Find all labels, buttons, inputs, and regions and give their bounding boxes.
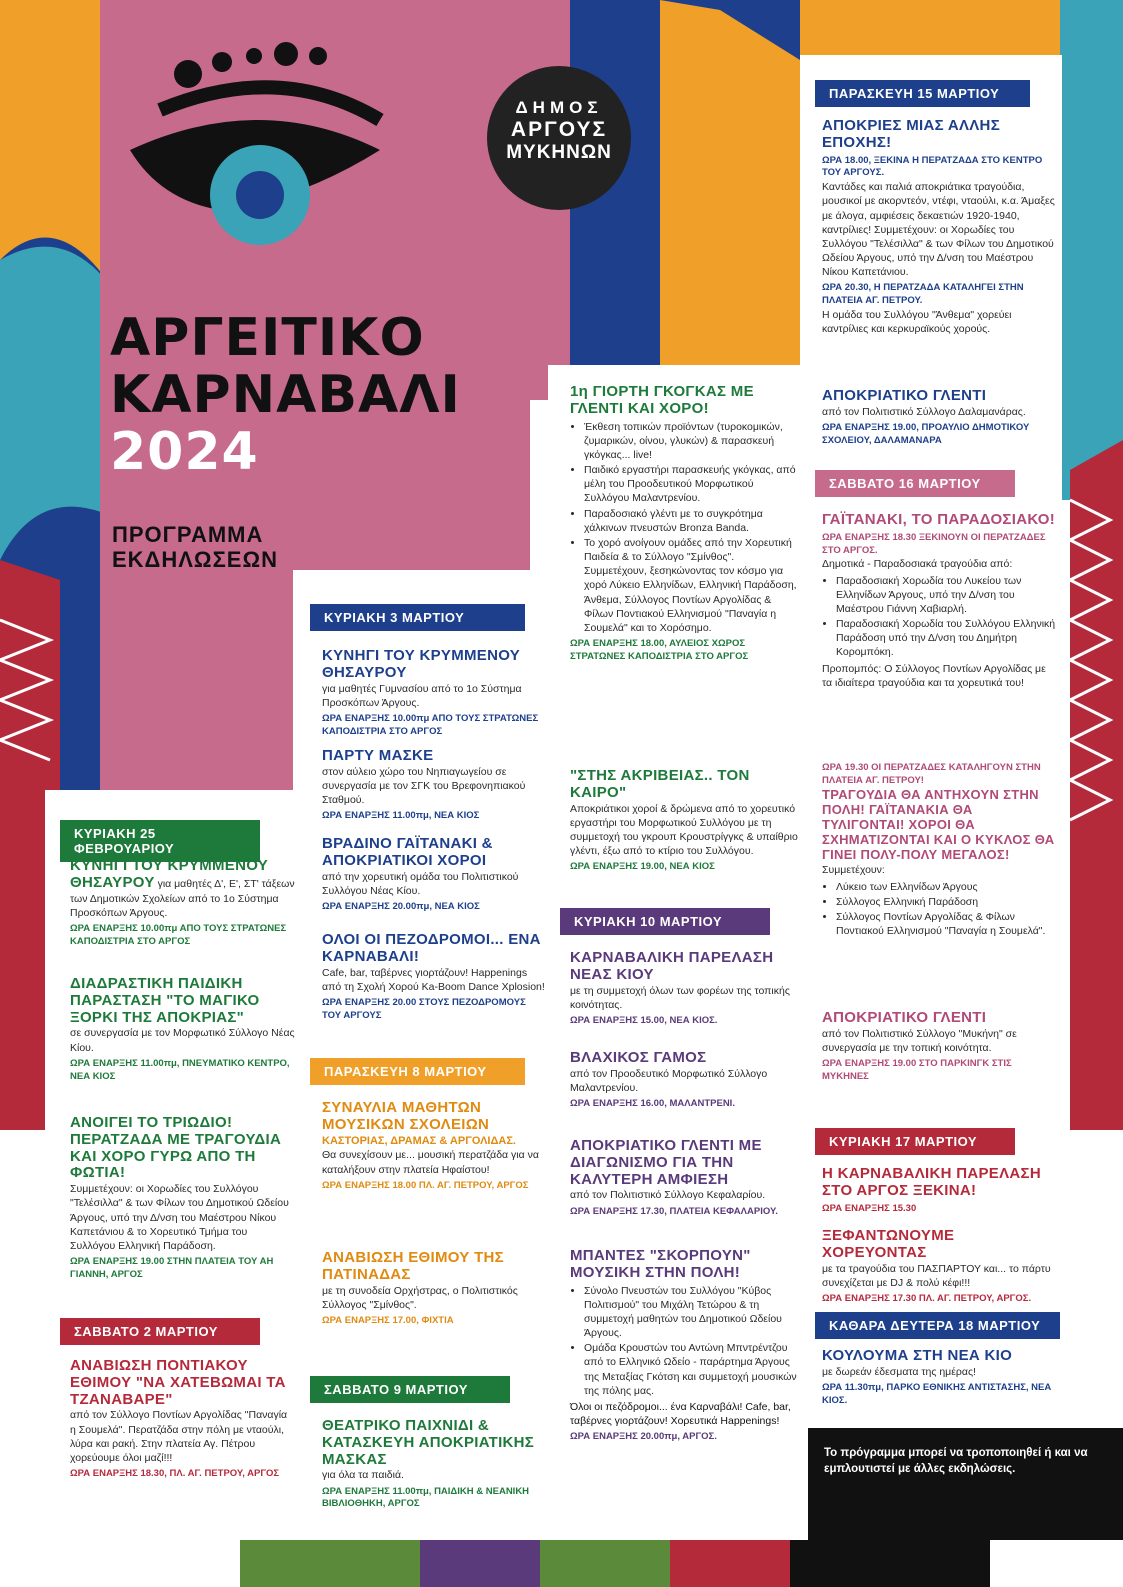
event-title: ΚΥΝΗΓΙ ΤΟΥ ΚΡΥΜΜΕΝΟΥ ΘΗΣΑΥΡΟΥ [70,857,269,891]
event-col4-5 [822,1010,1057,1084]
event-desc: για μαθητές Γυμνασίου από το 1ο Σύστημα Προσκόπων Άργους. [322,682,522,709]
event-bullet: • Το χορό ανοίγουν ομάδες από την Χορευτική Παιδεία & το Σύλλογο "Σμίνθος". Συμμετέχουν, ξεσηκώνοντας τον κόσμο για χορό Λύκειο Ελληνίδων, Ελληνική Παράδοση, Άνθεμα, Σύλλογος Ποντίων Αργολίδας & Φίλων Ποντιακού Ελληνισμού "Παναγία η Σουμελά" και το Χορόσημο. [584,536,798,635]
day-banner-09mar: ΣΑΒΒΑΤΟ 9 ΜΑΡΤΙΟΥ [310,1376,510,1403]
event-desc: από την χορευτική ομάδα του Πολιτιστικού Συλλόγου Νέας Κίου. [322,870,519,897]
day-banner-16mar: ΣΑΒΒΑΤΟ 16 ΜΑΡΤΙΟΥ [815,470,1015,497]
event-time: ΩΡΑ ΕΝΑΡΞΗΣ 17.30, ΠΛΑΤΕΙΑ ΚΕΦΑΛΑΡΙΟΥ. [570,1205,778,1217]
subtitle-line1: ΠΡΟΓΡΑΜΜΑ [112,522,264,547]
event-title: 1η ΓΙΟΡΤΗ ΓΚΟΓΚΑΣ ΜΕ ΓΛΕΝΤΙ ΚΑΙ ΧΟΡΟ! [570,383,754,417]
event-bullet: • Λύκειο των Ελληνίδων Άργους [836,880,1057,894]
event-time: ΩΡΑ ΕΝΑΡΞΗΣ 19.00, ΝΕΑ ΚΙΟΣ [570,861,715,873]
event-title: ΑΠΟΚΡΙΑΤΙΚΟ ΓΛΕΝΤΙ ΜΕ ΔΙΑΓΩΝΙΣΜΟ ΓΙΑ ΤΗΝ ΚΑΛΥΤΕΡΗ ΑΜΦΙΕΣΗ [570,1137,762,1188]
event-col4-8 [822,1348,1057,1408]
event-time: ΩΡΑ ΕΝΑΡΞΗΣ 15.00, ΝΕΑ ΚΙΟΣ. [570,1014,718,1026]
event-title: ΠΑΡΤΥ ΜΑΣΚΕ [322,747,434,764]
title-year: 2024 [110,422,259,483]
event-title: ΚΥΝΗΓΙ ΤΟΥ ΚΡΥΜΜΕΝΟΥ ΘΗΣΑΥΡΟΥ [322,647,521,681]
event-time: ΩΡΑ ΕΝΑΡΞΗΣ 19.00 ΣΤΟ ΠΑΡΚΙΝΓΚ ΣΤΙΣ ΜΥΚΗΝΕΣ [822,1058,1012,1082]
program-note: Το πρόγραμμα μπορεί να τροποποιηθεί ή και να εμπλουτιστεί με άλλες εκδηλώσεις. [808,1428,1123,1540]
dimos-logo [487,66,631,210]
event-col3-1 [570,384,798,664]
event-title: "ΣΤΗΣ ΑΚΡΙΒΕΙΑΣ.. ΤΟΝ ΚΑΙΡΟ" [570,767,750,801]
day-banner-18mar: ΚΑΘΑΡΑ ΔΕΥΤΕΡΑ 18 ΜΑΡΤΙΟΥ [815,1312,1060,1339]
event-col3-6 [570,1248,798,1444]
event-desc: Αποκριάτικοι χοροί & δρώμενα από το χορευτικό εργαστήρι του Μορφωτικού Συλλόγου με τη συμμετοχή του γκρουπ Κρουστρίγγκς & υπαίθριο γλέντι, έξω από το κτίριο του Συλλόγου. [570,802,798,858]
day-banner-08mar: ΠΑΡΑΣΚΕΥΗ 8 ΜΑΡΤΙΟΥ [310,1058,525,1085]
event-col2-4 [322,932,547,1023]
event-title: ΑΠΟΚΡΙΕΣ ΜΙΑΣ ΑΛΛΗΣ ΕΠΟΧΗΣ! [822,117,1000,151]
day-banner-15mar: ΠΑΡΑΣΚΕΥΗ 15 ΜΑΡΤΙΟΥ [815,80,1030,107]
event-time: ΩΡΑ 19.30 ΟΙ ΠΕΡΑΤΖΑΔΕΣ ΚΑΤΑΛΗΓΟΥΝ ΣΤΗΝ ΠΛΑΤΕΙΑ ΑΓ. ΠΕΤΡΟΥ! [822,762,1041,786]
event-time: ΩΡΑ ΕΝΑΡΞΗΣ 19.00 ΣΤΗΝ ΠΛΑΤΕΙΑ ΤΟΥ ΑΗ ΓΙΑΝΝΗ, ΑΡΓΟΣ [70,1256,274,1280]
event-title: ΓΑΪΤΑΝΑΚΙ, ΤΟ ΠΑΡΑΔΟΣΙΑΚΟ! [822,511,1056,528]
event-desc: Καντάδες και παλιά αποκριάτικα τραγούδια, μουσικοί με ακορντεόν, ντέφι, νταούλι, κ.α. Άμαξες με άλογα, αμφιέσεις δεκαετιών 1920-1940, καντρίλιες! Συμμετέχουν: οι Χορωδίες του Συλλόγου "Τελέσιλλα" & των Φίλων του Δημοτικού Ωδείου Άργους, υπό την Δ/νση του Μαέστρου Νίκου Καπετάνιου. [822,181,1055,279]
event-col4-7 [822,1228,1057,1306]
day-banner-10mar: ΚΥΡΙΑΚΗ 10 ΜΑΡΤΙΟΥ [560,908,770,935]
event-title: ΞΕΦΑΝΤΩΝΟΥΜΕ ΧΟΡΕΥΟΝΤΑΣ [822,1227,955,1261]
event-desc: από τον Πολιτιστικό Σύλλογο Δαλαμανάρας. [822,405,1026,418]
event-desc: με τη συμμετοχή όλων των φορέων της τοπικής κοινότητας. [570,984,790,1011]
day-banner-02mar: ΣΑΒΒΑΤΟ 2 ΜΑΡΤΙΟΥ [60,1318,260,1345]
event-col4-6 [822,1166,1057,1215]
day-banner-17mar: ΚΥΡΙΑΚΗ 17 ΜΑΡΤΙΟΥ [815,1128,1015,1155]
event-time: ΩΡΑ ΕΝΑΡΞΗΣ 20.00πμ, ΑΡΓΟΣ. [570,1431,717,1443]
event-desc: Η ομάδα του Συλλόγου "Άνθεμα" χορεύει καντρίλιες και κερκυραϊκούς χορούς. [822,309,1012,336]
event-desc: για όλα τα παιδιά. [322,1469,404,1482]
title-line2: ΚΑΡΝΑΒΑΛΙ [110,365,461,426]
logo-line2: ΑΡΓΟΥΣ [510,118,608,141]
event-time: ΩΡΑ ΕΝΑΡΞΗΣ 18.30 ΞΕΚΙΝΟΥΝ ΟΙ ΠΕΡΑΤΖΑΔΕΣ ΣΤΟ ΑΡΓΟΣ. [822,531,1046,556]
event-col2-5 [322,1100,547,1193]
event-title: ΔΙΑΔΡΑΣΤΙΚΗ ΠΑΙΔΙΚΗ ΠΑΡΑΣΤΑΣΗ "ΤΟ ΜΑΓΙΚΟ ΞΟΡΚΙ ΤΗΣ ΑΠΟΚΡΙΑΣ" [70,975,260,1026]
event-col3-2 [570,768,798,874]
event-col2-2 [322,748,547,823]
event-col2-6 [322,1250,547,1328]
event-desc: για μαθητές Δ', Ε', ΣΤ' τάξεων των Δημοτικών Σχολείων από το 1ο Σύστημα Προσκόπων Άργους. [70,877,295,919]
event-title: ΟΛΟΙ ΟΙ ΠΕΖΟΔΡΟΜΟΙ... ΕΝΑ ΚΑΡΝΑΒΑΛΙ! [322,931,541,965]
event-time: ΩΡΑ 11.30πμ, ΠΑΡΚΟ ΕΘΝΙΚΗΣ ΑΝΤΙΣΤΑΣΗΣ, ΝΕΑ ΚΙΟΣ. [822,1381,1052,1406]
event-bullet: • Παιδικό εργαστήρι παρασκευής γκόγκας, από μέλη του Προοδευτικού Μορφωτικού Συλλόγου Μαλαντρενίου. [584,463,798,506]
title-line1: ΑΡΓΕΙΤΙΚΟ [110,308,425,368]
event-bullet: • Ομάδα Κρουστών του Αντώνη Μπντρέντζου από το Ελληνικό Ωδείο - παράρτημα Άργους της Μεταξίας Γκότση και συμμετοχή μουσικών της πόλης μας. [584,1341,798,1398]
event-time: ΩΡΑ ΕΝΑΡΞΗΣ 17.30 ΠΛ. ΑΓ. ΠΕΤΡΟΥ, ΑΡΓΟΣ. [822,1292,1032,1304]
event-time: ΩΡΑ ΕΝΑΡΞΗΣ 20.00πμ, ΝΕΑ ΚΙΟΣ [322,900,480,912]
logo-line1: ΔΗΜΟΣ [515,98,603,117]
event-bullet: • Σύνολο Πνευστών του Συλλόγου "Κύβος Πολιτισμού" του Μιχάλη Τετώρου & τη συμμετοχή μαθητών του Δημοτικού Ωδείου Άργους. [584,1284,798,1341]
event-title: ΑΠΟΚΡΙΑΤΙΚΟ ΓΛΕΝΤΙ [822,387,987,404]
event-time: ΩΡΑ ΕΝΑΡΞΗΣ 15.30 [822,1202,917,1214]
event-bullet: • Παραδοσιακό γλέντι με το συγκρότημα χάλκινων πνευστών Bronza Banda. [584,507,798,535]
event-desc: Δημοτικά - Παραδοσιακά τραγούδια από: [822,558,1013,571]
subtitle-line2: ΕΚΔΗΛΩΣΕΩΝ [112,547,278,573]
event-desc: από τον Σύλλογο Ποντίων Αργολίδας "Παναγία η Σουμελά". Περατζάδα στην πόλη με νταούλι, λύρα και ρακή. Στην πλατεία Αγ. Πέτρου χορεύουμε όλοι μαζί!!! [70,1409,288,1464]
event-title: ΑΠΟΚΡΙΑΤΙΚΟ ΓΛΕΝΤΙ [822,1009,987,1026]
event-col3-5 [570,1138,798,1218]
event-col3-3 [570,950,798,1028]
day-banner-03mar: ΚΥΡΙΑΚΗ 3 ΜΑΡΤΙΟΥ [310,604,525,631]
event-desc: Θα συνεχίσουν με... μουσική περατζάδα για να καταλήξουν στην πλατεία Ηφαίστου! [322,1149,539,1176]
event-col1-2 [70,976,295,1083]
event-title: ΑΝΑΒΙΩΣΗ ΠΟΝΤΙΑΚΟΥ ΕΘΙΜΟΥ "ΝΑ ΧΑΤΕΒΩΜΑΙ ΤΑ ΤΖΑΝΑΒΑΡΕ" [70,1357,286,1408]
event-title: ΣΥΝΑΥΛΙΑ ΜΑΘΗΤΩΝ ΜΟΥΣΙΚΩΝ ΣΧΟΛΕΙΩΝ [322,1099,490,1133]
event-time: ΩΡΑ ΕΝΑΡΞΗΣ 16.00, ΜΑΛΑΝΤΡΕΝΙ. [570,1098,735,1110]
event-time: ΩΡΑ ΕΝΑΡΞΗΣ 11.00πμ, ΝΕΑ ΚΙΟΣ [322,810,480,822]
event-time: ΩΡΑ ΕΝΑΡΞΗΣ 10.00πμ ΑΠΟ ΤΟΥΣ ΣΤΡΑΤΩΝΕΣ ΚΑΠΟΔΙΣΤΡΙΑ ΣΤΟ ΑΡΓΟΣ [322,712,539,737]
event-time: ΩΡΑ ΕΝΑΡΞΗΣ 17.00, ΦΙΧΤΙΑ [322,1314,454,1326]
event-col1-3 [70,1115,295,1282]
event-title: ΒΡΑΔΙΝΟ ΓΑΪΤΑΝΑΚΙ & ΑΠΟΚΡΙΑΤΙΚΟΙ ΧΟΡΟΙ [322,835,493,869]
event-time: ΩΡΑ ΕΝΑΡΞΗΣ 19.00, ΠΡΟΑΥΛΙΟ ΔΗΜΟΤΙΚΟΥ ΣΧΟΛΕΙΟΥ, ΔΑΛΑΜΑΝΑΡΑ [822,421,1030,446]
event-desc: σε συνεργασία με τον Μορφωτικό Σύλλογο Νέας Κίου. [70,1027,295,1054]
event-subtitle: ΚΑΣΤΟΡΙΑΣ, ΔΡΑΜΑΣ & ΑΡΓΟΛΙΔΑΣ. [322,1134,516,1147]
event-bullet: • Σύλλογος Ποντίων Αργολίδας & Φίλων Ποντιακού Ελληνισμού "Παναγία η Σουμελά". [836,910,1057,938]
event-desc: με τη συνοδεία Ορχήστρας, ο Πολιτιστικός Σύλλογος "Σμίνθος". [322,1284,518,1311]
event-title: ΤΡΑΓΟΥΔΙΑ ΘΑ ΑΝΤΗΧΟΥΝ ΣΤΗΝ ΠΟΛΗ! ΓΑΪΤΑΝΑΚΙΑ ΘΑ ΤΥΛΙΓΟΝΤΑΙ! ΧΟΡΟΙ ΘΑ ΣΧΗΜΑΤΙΖΟΝΤΑΙ ΚΑΙ Ο ΚΥΚΛΟΣ ΘΑ ΓΙΝΕΙ ΠΟΛΥ-ΠΟΛΥ ΜΕΓΑΛΟΣ! [822,786,1055,863]
event-desc: στον αύλειο χώρο του Νηπιαγωγείου σε συνεργασία με τον ΣΓΚ του Βρεφονηπιακού Σταθμού. [322,765,526,807]
event-time: ΩΡΑ ΕΝΑΡΞΗΣ 18.00, ΑΥΛΕΙΟΣ ΧΩΡΟΣ ΣΤΡΑΤΩΝΕΣ ΚΑΠΟΔΙΣΤΡΙΑ ΣΤΟ ΑΡΓΟΣ [570,638,749,662]
logo-line3: ΜΥΚΗΝΩΝ [506,142,612,163]
event-extra: Προπομπός: Ο Σύλλογος Ποντίων Αργολίδας με τα ιδιαίτερα τραγούδια και τα χορευτικά του! [822,662,1046,689]
event-col2-7 [322,1418,547,1511]
event-title: Η ΚΑΡΝΑΒΑΛΙΚΗ ΠΑΡΕΛΑΣΗ ΣΤΟ ΑΡΓΟΣ ΞΕΚΙΝΑ! [822,1165,1041,1199]
event-title: ΒΛΑΧΙΚΟΣ ΓΑΜΟΣ [570,1049,707,1066]
page-title [110,310,461,482]
day-banner-25feb: ΚΥΡΙΑΚΗ 25 ΦΕΒΡΟΥΑΡΙΟΥ [60,820,260,862]
event-bullet: • Σύλλογος Ελληνική Παράδοση [836,895,1057,909]
event-title: ΑΝΑΒΙΩΣΗ ΕΘΙΜΟΥ ΤΗΣ ΠΑΤΙΝΑΔΑΣ [322,1249,504,1283]
event-title: ΜΠΑΝΤΕΣ "ΣΚΟΡΠΟΥΝ" ΜΟΥΣΙΚΗ ΣΤΗΝ ΠΟΛΗ! [570,1247,751,1281]
page-subtitle [112,522,278,573]
event-desc: με δωρεάν έδεσματα της ημέρας! [822,1365,976,1378]
event-title: ΚΟΥΛΟΥΜΑ ΣΤΗ ΝΕΑ ΚΙΟ [822,1347,1013,1364]
event-bullet: • Παραδοσιακή Χορωδία του Λυκείου των Ελληνίδων Άργους, υπό την Δ/νση του Μαέστρου Γιάννη Χαβιαρλή. [836,574,1057,617]
event-col2-3 [322,836,547,914]
event-desc: Συμμετέχουν: οι Χορωδίες του Συλλόγου "Τελέσιλλα" & των Φίλων του Δημοτικού Ωδείου Άργους, υπό την Δ/νση του Μαέστρου Νίκου Καπετάνιου & το Χορευτικό Τμήμα του Συλλόγου Ελληνική Παράδοση. [70,1183,289,1252]
event-time: ΩΡΑ 18.00, ΞΕΚΙΝΑ Η ΠΕΡΑΤΖΑΔΑ ΣΤΟ ΚΕΝΤΡΟ ΤΟΥ ΑΡΓΟΥΣ. [822,154,1043,179]
event-time: ΩΡΑ ΕΝΑΡΞΗΣ 18.00 ΠΛ. ΑΓ. ΠΕΤΡΟΥ, ΑΡΓΟΣ [322,1179,529,1191]
event-col3-4 [570,1050,798,1111]
event-time: ΩΡΑ ΕΝΑΡΞΗΣ 20.00 ΣΤΟΥΣ ΠΕΖΟΔΡΟΜΟΥΣ ΤΟΥ ΑΡΓΟΥΣ [322,996,526,1021]
event-desc: Cafe, bar, ταβέρνες γιορτάζουν! Happenings από τη Σχολή Χορού Ka-Boom Dance Xplosion! [322,966,545,993]
event-col1-1 [70,858,295,949]
event-desc: από τον Προοδευτικό Μορφωτικό Σύλλογο Μαλαντρενίου. [570,1067,768,1094]
event-bullet: • Έκθεση τοπικών προϊόντων (τυροκομικών, ζυμαρικών, οίνου, γλυκών) & παρασκευή γκόγκας... live! [584,420,798,463]
event-desc: από τον Πολιτιστικό Σύλλογο "Μυκήνη" σε συνεργασία με την τοπική κοινότητα. [822,1027,1017,1054]
event-col4-4 [822,762,1057,940]
event-title: ΚΑΡΝΑΒΑΛΙΚΗ ΠΑΡΕΛΑΣΗ ΝΕΑΣ ΚΙΟΥ [570,949,774,983]
event-time: ΩΡΑ ΕΝΑΡΞΗΣ 11.00πμ, ΠΝΕΥΜΑΤΙΚΟ ΚΕΝΤΡΟ, ΝΕΑ ΚΙΟΣ [70,1057,290,1082]
event-time: ΩΡΑ ΕΝΑΡΞΗΣ 18.30, ΠΛ. ΑΓ. ΠΕΤΡΟΥ, ΑΡΓΟΣ [70,1468,280,1480]
event-title: ΘΕΑΤΡΙΚΟ ΠΑΙΧΝΙΔΙ & ΚΑΤΑΣΚΕΥΗ ΑΠΟΚΡΙΑΤΙΚΗΣ ΜΑΣΚΑΣ [322,1417,535,1468]
event-desc: από τον Πολιτιστικό Σύλλογο Κεφαλαρίου. [570,1189,766,1202]
event-col4-1 [822,118,1057,336]
event-time: ΩΡΑ 20.30, Η ΠΕΡΑΤΖΑΔΑ ΚΑΤΑΛΗΓΕΙ ΣΤΗΝ ΠΛΑΤΕΙΑ ΑΓ. ΠΕΤΡΟΥ. [822,282,1024,307]
event-desc: Όλοι οι πεζόδρομοι... ένα Καρναβάλι! Cafe, bar, ταβέρνες γιορτάζουν! Χορευτικά Happenings! [570,1400,791,1428]
event-title: ΑΝΟΙΓΕΙ ΤΟ ΤΡΙΩΔΙΟ! ΠΕΡΑΤΖΑΔΑ ΜΕ ΤΡΑΓΟΥΔΙΑ ΚΑΙ ΧΟΡΟ ΓΥΡΩ ΑΠΟ ΤΗ ΦΩΤΙΑ! [70,1114,282,1182]
event-desc: Συμμετέχουν: [822,864,885,877]
event-time: ΩΡΑ ΕΝΑΡΞΗΣ 11.00πμ, ΠΑΙΔΙΚΗ & ΝΕΑΝΙΚΗ ΒΙΒΛΙΟΘΗΚΗ, ΑΡΓΟΣ [322,1485,530,1510]
event-bullet: • Παραδοσιακή Χορωδία του Συλλόγου Ελληνική Παράδοση υπό την Δ/νση του Δημήτρη Κορομπόκη. [836,617,1057,660]
event-desc: με τα τραγούδια του ΠΑΣΠΑΡΤΟΥ και... το πάρτυ συνεχίζεται με DJ & πολύ κέφι!!! [822,1262,1051,1289]
event-col2-1 [322,648,547,739]
event-col4-2 [822,388,1057,448]
event-col1-4 [70,1358,295,1481]
event-col4-3 [822,512,1057,690]
event-time: ΩΡΑ ΕΝΑΡΞΗΣ 10.00πμ ΑΠΟ ΤΟΥΣ ΣΤΡΑΤΩΝΕΣ ΚΑΠΟΔΙΣΤΡΙΑ ΣΤΟ ΑΡΓΟΣ [70,922,287,947]
